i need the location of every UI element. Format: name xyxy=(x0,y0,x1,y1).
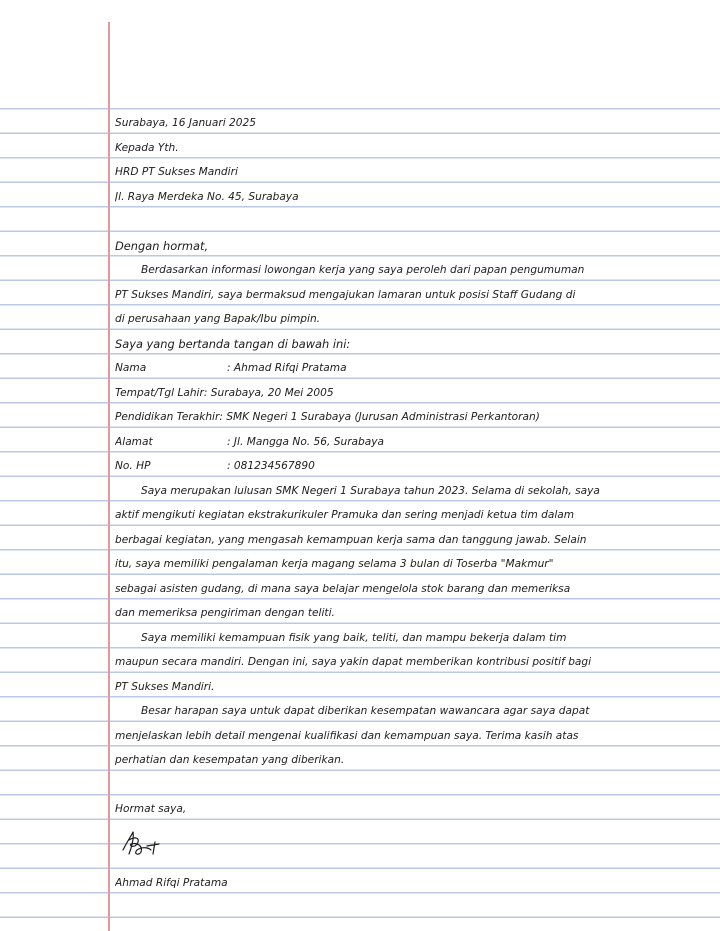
para4-line-2: menjelaskan lebih detail mengenai kualifikasi dan kemampuan saya. Terima kasih atas xyxy=(115,729,579,742)
para3-line-3: PT Sukses Mandiri. xyxy=(115,680,215,693)
para1-line-1: Berdasarkan informasi lowongan kerja yang saya peroleh dari papan pengumuman xyxy=(141,264,585,276)
detail-birth: Tempat/Tgl Lahir: Surabaya, 20 Mei 2005 xyxy=(115,386,334,399)
para4-line-3: perhatian dan kesempatan yang diberikan. xyxy=(115,754,345,766)
recipient-line-2: HRD PT Sukses Mandiri xyxy=(115,166,238,178)
closing: Hormat saya, xyxy=(115,803,187,815)
para2-line-4: itu, saya memiliki pengalaman kerja magang selama 3 bulan di Toserba "Makmur" xyxy=(115,558,554,570)
blank-line xyxy=(115,209,695,234)
detail-address xyxy=(115,430,695,455)
phone-value: : 081234567890 xyxy=(227,460,315,472)
detail-education: Pendidikan Terakhir: SMK Negeri 1 Surabaya (Jurusan Administrasi Perkantoran) xyxy=(115,411,540,423)
recipient-line-1: Kepada Yth. xyxy=(115,141,179,154)
place-date: Surabaya, 16 Januari 2025 xyxy=(115,117,257,129)
recipient-line-3: Jl. Raya Merdeka No. 45, Surabaya xyxy=(115,190,299,203)
detail-name xyxy=(115,356,695,381)
para3-line-1: Saya memiliki kemampuan fisik yang baik, teliti, dan mampu bekerja dalam tim xyxy=(141,631,567,644)
phone-label: No. HP xyxy=(115,460,151,472)
name-label: Nama xyxy=(115,362,147,374)
para1-line-3: di perusahaan yang Bapak/Ibu pimpin. xyxy=(115,313,321,325)
address-value: : Jl. Mangga No. 56, Surabaya xyxy=(227,435,385,448)
intro-line: Saya yang bertanda tangan di bawah ini: xyxy=(115,336,351,351)
para2-line-2: aktif mengikuti kegiatan ekstrakurikuler Pramuka dan sering menjadi ketua tim dalam xyxy=(115,509,575,521)
para2-line-6: dan memeriksa pengiriman dengan teliti. xyxy=(115,607,335,619)
detail-phone xyxy=(115,454,695,479)
greeting: Dengan hormat, xyxy=(115,238,209,253)
para2-line-1: Saya merupakan lulusan SMK Negeri 1 Surabaya tahun 2023. Selama di sekolah, saya xyxy=(141,484,600,497)
para2-line-3: berbagai kegiatan, yang mengasah kemampuan kerja sama dan tanggung jawab. Selain xyxy=(115,533,587,546)
address-label: Alamat xyxy=(115,435,153,448)
signature xyxy=(115,822,695,871)
para2-line-5: sebagai asisten gudang, di mana saya belajar mengelola stok barang dan memeriksa xyxy=(115,582,571,595)
para4-line-1: Besar harapan saya untuk dapat diberikan kesempatan wawancara agar saya dapat xyxy=(141,705,590,717)
para1-line-2: PT Sukses Mandiri, saya bermaksud mengajukan lamaran untuk posisi Staff Gudang di xyxy=(115,288,576,301)
blank-line xyxy=(115,773,695,798)
name-value: : Ahmad Rifqi Pratama xyxy=(227,362,347,374)
signature-scribble xyxy=(119,828,179,860)
margin-line xyxy=(108,22,110,931)
letter-body xyxy=(115,111,695,895)
para3-line-2: maupun secara mandiri. Dengan ini, saya yakin dapat memberikan kontribusi positif bagi xyxy=(115,656,592,668)
signatory-name: Ahmad Rifqi Pratama xyxy=(115,876,228,889)
